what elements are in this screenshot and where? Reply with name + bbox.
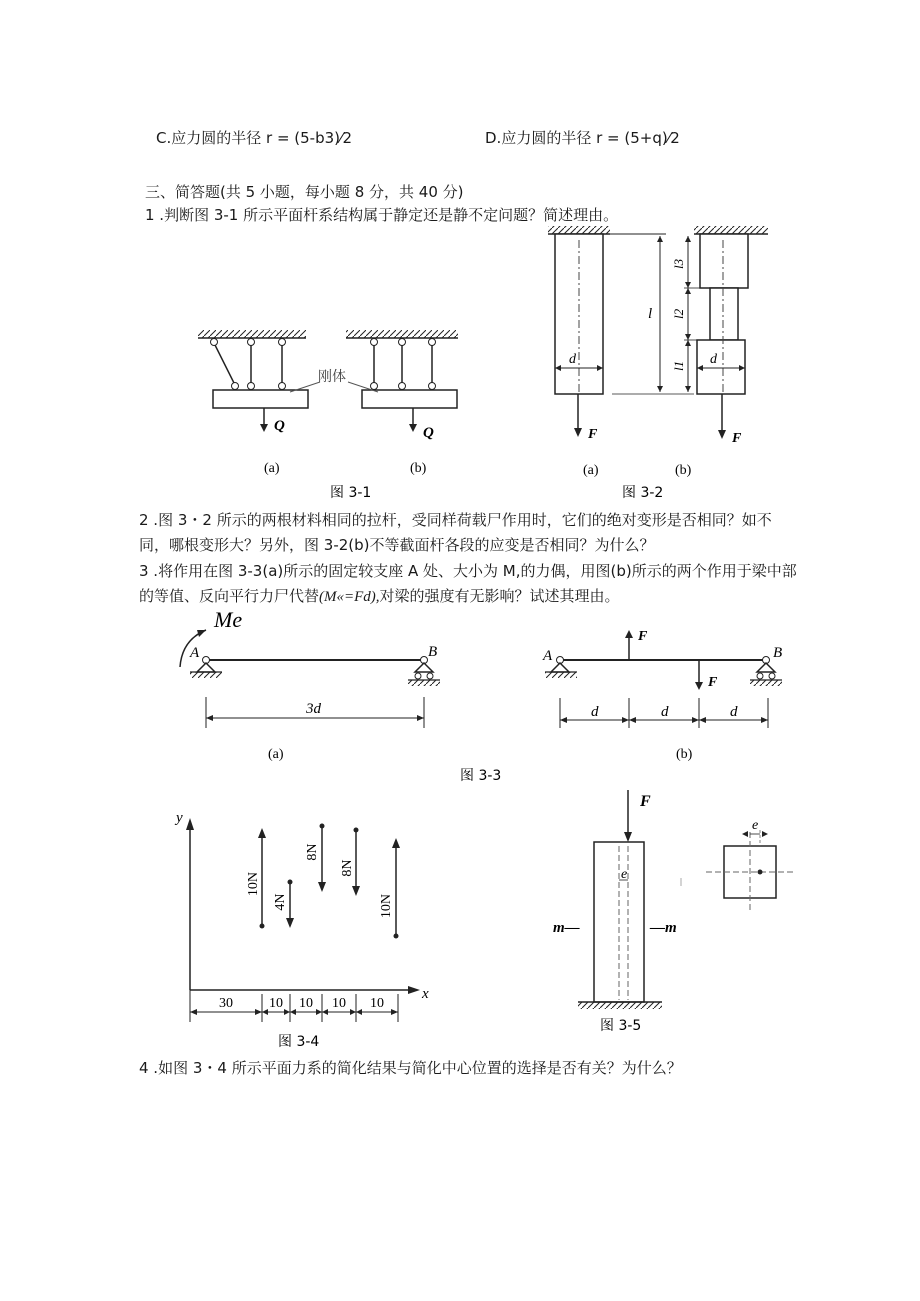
figure-3-1b [346, 330, 458, 441]
option-d: D.应力圆的半径 r = (5+q)⁄2 [485, 129, 680, 147]
force-1-label: 10N [246, 871, 261, 897]
force-down-label: F [708, 675, 718, 690]
sub-label-a: (a) [268, 747, 284, 762]
force-2-label: 4N [273, 893, 288, 911]
figure-3-4-caption: 图 3-4 [278, 1034, 320, 1050]
y-axis-label: y [176, 810, 183, 826]
dim-d-label: d [591, 704, 599, 720]
lower-segment [697, 340, 745, 394]
figure-3-3b [542, 629, 782, 762]
sub-label-a: (a) [583, 463, 599, 478]
sub-label-b: (b) [410, 461, 427, 476]
dim-3-label: 10 [299, 996, 313, 1011]
d-label: d [569, 352, 576, 367]
dim-5-label: 10 [370, 996, 384, 1011]
figure-3-5 [553, 790, 794, 1009]
support-A-label: A [543, 648, 553, 664]
figure-3-3-caption: 图 3-3 [460, 768, 502, 784]
span-label: 3d [306, 701, 321, 717]
eccentricity-label: e [752, 818, 759, 833]
dim-d-label: d [661, 704, 669, 720]
question-3-text-c: 对梁的强度有无影响？试述其理由。 [379, 587, 620, 605]
sub-label-a: (a) [264, 461, 280, 476]
dim-1-label: 30 [219, 996, 233, 1011]
figure-3-5-caption: 图 3-5 [600, 1018, 642, 1034]
figure-3-2-caption: 图 3-2 [622, 485, 664, 501]
force-F-label: F [588, 427, 598, 442]
dim-d-label: d [730, 704, 738, 720]
force-3-label: 8N [305, 843, 320, 861]
force-2 [273, 880, 294, 929]
load-point [758, 870, 763, 875]
rigid-body-label: 刚体 [318, 369, 346, 385]
l3-label: l3 [671, 258, 686, 269]
force-4-label: 8N [340, 859, 355, 877]
question-3-line-1: 3 .将作用在图 3-3(a)所示的固定较支座 A 处、大小为 M,的力偶，用图(b)所示的两个作用于梁中部 [139, 562, 797, 580]
rigid-body [362, 390, 457, 408]
load-label: Q [423, 425, 434, 441]
force-1 [246, 828, 266, 929]
figure-3-3a [180, 607, 440, 762]
d-label: d [710, 352, 717, 367]
middle-segment [710, 288, 738, 340]
force-up-label: F [638, 629, 648, 644]
moment-label: Me [214, 607, 243, 632]
upper-segment [700, 234, 748, 288]
sub-label-b: (b) [676, 747, 693, 762]
question-3-formula: (M«=Fd), [319, 589, 380, 605]
question-4: 4 .如图 3・4 所示平面力系的简化结果与简化中心位置的选择是否有关？为什么？ [139, 1059, 682, 1077]
ceiling-hatch [346, 330, 458, 338]
length-l-label: l [648, 306, 653, 322]
force-4 [340, 828, 360, 897]
figure-3-1 [198, 330, 458, 476]
dim-2-label: 10 [269, 996, 283, 1011]
load-label: Q [274, 418, 285, 434]
section-m-left: m— [553, 920, 580, 936]
question-1: 1 .判断图 3-1 所示平面杆系结构属于静定还是静不定问题？简述理由。 [145, 206, 619, 224]
force-5 [379, 838, 400, 939]
l1-label: l1 [671, 360, 686, 371]
eccentricity-label: e [621, 867, 628, 882]
ceiling-hatch [198, 330, 306, 338]
figure-3-1-caption: 图 3-1 [330, 485, 372, 501]
support-B-label: B [773, 645, 783, 661]
question-2-line-1: 2 .图 3・2 所示的两根材料相同的拉杆，受同样荷载尸作用时，它们的绝对变形是否相同？如不 [139, 511, 772, 529]
l2-label: l2 [671, 308, 686, 319]
support-A-label: A [190, 645, 200, 661]
sub-label-b: (b) [675, 463, 692, 478]
support-B-label: B [428, 644, 438, 660]
figure-3-4 [174, 810, 429, 1022]
question-2-line-2: 同，哪根变形大？另外，图 3-2(b)不等截面杆各段的应变是否相同？为什么？ [139, 536, 655, 554]
question-3-text-a: 的等值、反向平行力尸代替 [139, 587, 320, 605]
force-3 [305, 824, 326, 893]
force-F-label: F [732, 431, 742, 446]
force-F-label: F [640, 793, 651, 810]
figure-3-2 [548, 226, 768, 478]
rigid-body [213, 390, 308, 408]
x-axis-label: x [422, 986, 429, 1002]
force-5-label: 10N [379, 893, 394, 919]
dim-4-label: 10 [332, 996, 346, 1011]
option-c: C.应力圆的半径 r = (5-b3)⁄2 [156, 129, 353, 147]
section-m-right: —m [650, 920, 677, 936]
section-heading: 三、简答题(共 5 小题，每小题 8 分，共 40 分) [145, 183, 464, 201]
figure-3-1a [198, 330, 308, 434]
